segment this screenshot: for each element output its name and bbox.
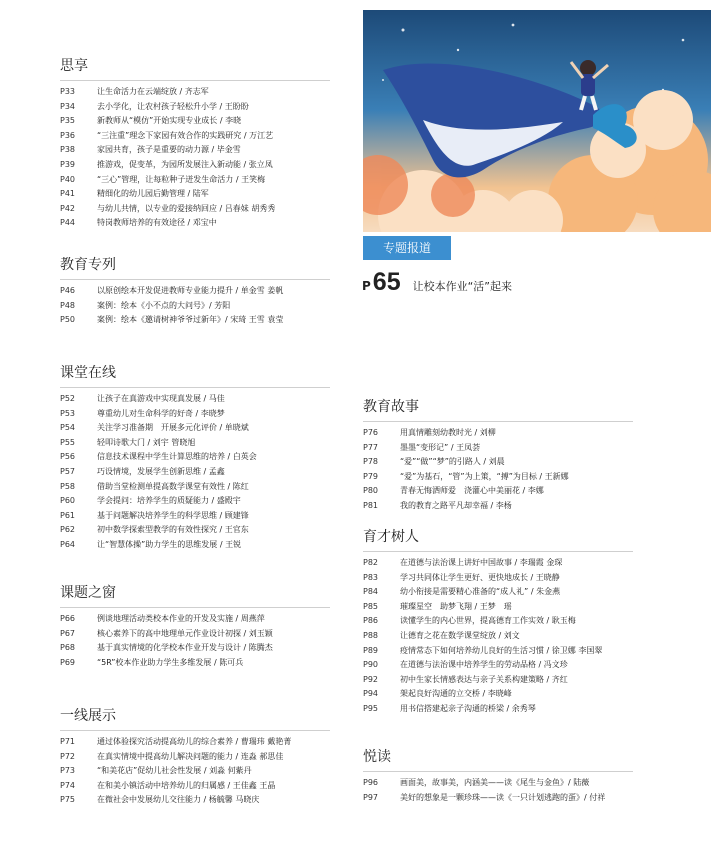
- toc-page-number: P62: [60, 525, 76, 535]
- toc-entry-title[interactable]: 以原创绘本开发促进教师专业能力提升 / 单金雪 姜帆: [97, 286, 284, 295]
- feature-page-label: P: [362, 279, 371, 293]
- whale-illustration-icon: [363, 10, 711, 232]
- toc-entry[interactable]: [60, 284, 360, 299]
- toc-entry[interactable]: [363, 644, 663, 659]
- toc-page-number: P89: [363, 645, 379, 655]
- toc-entry[interactable]: [363, 687, 663, 702]
- toc-entry[interactable]: [363, 441, 663, 456]
- feature-tag: 专题报道: [363, 236, 451, 260]
- toc-page-number: P42: [60, 203, 76, 213]
- section-title: 一线展示: [60, 705, 330, 731]
- toc-entry-title[interactable]: 特岗教师培养的有效途径 / 邓宝中: [97, 218, 217, 228]
- toc-entry[interactable]: [60, 421, 360, 436]
- toc-entry[interactable]: [60, 465, 360, 480]
- toc-entry[interactable]: [60, 480, 360, 495]
- toc-entry-title[interactable]: 巧设情境，发展学生创新思维 / 孟鑫: [97, 466, 225, 476]
- toc-page-number: P39: [60, 159, 76, 169]
- toc-entry[interactable]: [60, 793, 360, 808]
- toc-entry[interactable]: [60, 750, 360, 765]
- toc-entry[interactable]: [60, 173, 360, 188]
- toc-entry-title[interactable]: 架起良好沟通的立交桥 / 李晓峰: [400, 689, 512, 699]
- entry-list: [60, 85, 360, 231]
- toc-page-number: P76: [363, 428, 379, 437]
- entry-list: [60, 735, 360, 808]
- toc-page-number: P88: [363, 630, 379, 640]
- toc-entry-title[interactable]: 基于真实情境的化学校本作业开发与设计 / 陈腾杰: [97, 643, 273, 653]
- section-title: 课堂在线: [60, 362, 330, 388]
- toc-page-number: P90: [363, 660, 379, 670]
- toc-entry[interactable]: [60, 538, 360, 553]
- toc-page-number: P60: [60, 496, 76, 506]
- toc-entry-title[interactable]: 学习共同体让学生更好、更快地成长 / 王晓静: [400, 572, 560, 582]
- toc-entry[interactable]: [60, 85, 360, 100]
- toc-entry[interactable]: [60, 407, 360, 422]
- toc-page-number: P38: [60, 145, 76, 155]
- toc-entry[interactable]: [60, 129, 360, 144]
- toc-entry-title[interactable]: 初中生家长情感表达与亲子关系构建策略 / 齐红: [400, 674, 568, 684]
- toc-page-number: P58: [60, 481, 76, 491]
- section-title: 教育故事: [363, 396, 633, 422]
- toc-entry-title[interactable]: 用真情雕刻幼教时光 / 刘柳: [400, 428, 496, 437]
- toc-entry[interactable]: [363, 470, 663, 485]
- toc-entry[interactable]: [363, 484, 663, 499]
- toc-entry[interactable]: [363, 673, 663, 688]
- section-sixiang: [60, 55, 360, 231]
- toc-entry[interactable]: [363, 556, 663, 571]
- toc-page-number: P85: [363, 601, 379, 611]
- toc-entry-title[interactable]: 与幼儿共情，以专业的爱接纳回应 / 吕春妹 胡秀秀: [97, 203, 276, 213]
- toc-page-number: P97: [363, 792, 379, 802]
- toc-entry-title[interactable]: “爱”为基石，“管”为上策，“搏”为目标 / 王新娜: [400, 471, 569, 481]
- toc-entry-title[interactable]: 读懂学生的内心世界，提高德育工作实效 / 耿玉梅: [400, 616, 576, 626]
- toc-entry-title[interactable]: 青春无悔洒师爱 浇灌心中美丽花 / 李娜: [400, 486, 544, 496]
- section-jiaoyu-gushi: [363, 396, 663, 514]
- toc-page-number: P36: [60, 130, 76, 140]
- toc-page-number: P52: [60, 394, 76, 403]
- toc-page-number: P46: [60, 286, 76, 295]
- entry-list: [363, 776, 663, 805]
- toc-entry[interactable]: [60, 641, 360, 656]
- toc-entry-title[interactable]: 让生命活力在云端绽放 / 齐志军: [97, 87, 209, 96]
- toc-entry[interactable]: [60, 187, 360, 202]
- entry-list: [60, 392, 360, 553]
- toc-entry[interactable]: [60, 494, 360, 509]
- toc-page-number: P69: [60, 657, 76, 667]
- toc-entry[interactable]: [60, 114, 360, 129]
- section-ketang-zaixian: [60, 362, 360, 553]
- toc-page-number: P80: [363, 486, 379, 496]
- toc-entry-title[interactable]: 在道德与法治课中培养学生的劳动品格 / 冯文珍: [400, 660, 568, 670]
- toc-page-number: P35: [60, 116, 76, 126]
- toc-entry-title[interactable]: 轻叩诗歌大门 / 刘宇 管晓旭: [97, 437, 196, 447]
- toc-entry[interactable]: [60, 100, 360, 115]
- toc-page-number: P66: [60, 614, 76, 623]
- section-jiaoyu-zhuanlie: [60, 254, 360, 328]
- toc-entry-title[interactable]: 例谈地理活动类校本作业的开发及实施 / 周燕萍: [97, 614, 265, 623]
- entry-list: [60, 612, 360, 670]
- toc-entry[interactable]: [60, 202, 360, 217]
- toc-entry[interactable]: [60, 450, 360, 465]
- toc-entry[interactable]: [60, 509, 360, 524]
- toc-entry[interactable]: [363, 702, 663, 717]
- toc-entry-title[interactable]: “三心”管理，让每粒种子迸发生命活力 / 王笑梅: [97, 174, 266, 184]
- toc-entry-title[interactable]: 信息技术课程中学生计算思维的培养 / 白英会: [97, 452, 257, 462]
- toc-page-number: P56: [60, 452, 76, 462]
- toc-page-number: P95: [363, 703, 379, 713]
- toc-entry-title[interactable]: 推游戏，促变革，为园所发展注入新动能 / 张立凤: [97, 159, 273, 169]
- toc-entry-title[interactable]: 尊重幼儿对生命科学的好奇 / 李晓梦: [97, 408, 225, 418]
- toc-page-number: P75: [60, 795, 76, 805]
- toc-entry-title[interactable]: 在道德与法治课上讲好中国故事 / 李瑞霞 金琛: [400, 558, 563, 567]
- toc-entry[interactable]: [60, 627, 360, 642]
- toc-entry-title[interactable]: “爱”“做”“梦”的引路人 / 刘晨: [400, 457, 505, 467]
- toc-page-number: P96: [363, 778, 379, 787]
- feature-page-number: 65: [372, 268, 401, 296]
- toc-entry[interactable]: [60, 392, 360, 407]
- toc-entry-title[interactable]: “5R”校本作业助力学生多维发展 / 陈可兵: [97, 657, 244, 667]
- toc-page-number: P81: [363, 500, 379, 510]
- entry-list: [363, 426, 663, 514]
- toc-entry[interactable]: [363, 629, 663, 644]
- toc-entry-title[interactable]: 让德育之花在数学课堂绽放 / 刘文: [400, 630, 520, 640]
- toc-entry[interactable]: [60, 216, 360, 231]
- toc-page-number: P74: [60, 780, 76, 790]
- toc-entry-title[interactable]: 核心素养下的高中地理单元作业设计初探 / 刘玉颖: [97, 628, 273, 638]
- toc-entry-title[interactable]: 学会提问：培养学生的质疑能力 / 盛殿宇: [97, 496, 241, 506]
- toc-entry-title[interactable]: 精细化的幼儿园后勤管理 / 陆军: [97, 189, 209, 199]
- toc-entry-title[interactable]: 让“智慧体操”助力学生的思维发展 / 王锐: [97, 539, 242, 549]
- toc-entry[interactable]: [363, 585, 663, 600]
- toc-page-number: P71: [60, 737, 76, 746]
- section-yucai-shuren: [363, 526, 663, 717]
- toc-entry[interactable]: [60, 764, 360, 779]
- toc-entry[interactable]: [363, 776, 663, 791]
- toc-page-number: P40: [60, 174, 76, 184]
- toc-page-number: P54: [60, 423, 76, 433]
- toc-entry[interactable]: [60, 656, 360, 671]
- section-yixian-zhanshi: [60, 705, 360, 808]
- toc-page-number: P48: [60, 300, 76, 310]
- section-title: 悦读: [363, 746, 633, 772]
- toc-entry-title[interactable]: 关注学习准备期 开展多元化评价 / 单晓斌: [97, 423, 249, 433]
- toc-entry[interactable]: [363, 658, 663, 673]
- toc-page-number: P55: [60, 437, 76, 447]
- toc-entry[interactable]: [60, 612, 360, 627]
- toc-page-number: P57: [60, 466, 76, 476]
- toc-entry[interactable]: [60, 313, 360, 328]
- toc-entry[interactable]: [60, 735, 360, 750]
- toc-entry-title[interactable]: 案例：绘本《邀请树神爷爷过新年》/ 宋琦 王雪 袁莹: [97, 315, 284, 325]
- toc-page-number: P50: [60, 315, 76, 325]
- feature-article[interactable]: [362, 268, 512, 297]
- section-title: 育才树人: [363, 526, 633, 552]
- toc-entry-title[interactable]: 画面美，故事美，内涵美——读《尾生与金鱼》/ 陆薇: [400, 778, 590, 787]
- section-title: 教育专列: [60, 254, 330, 280]
- toc-page-number: P67: [60, 628, 76, 638]
- feature-title[interactable]: 让校本作业“活”起来: [412, 280, 513, 293]
- toc-entry-title[interactable]: 在真实情境中提高幼儿解决问题的能力 / 连淼 郝思佳: [97, 751, 284, 761]
- toc-entry-title[interactable]: 疫情常态下如何培养幼儿良好的生活习惯 / 徐卫娜 李国翠: [400, 645, 603, 655]
- toc-entry-title[interactable]: 初中数学探索型教学的有效性探究 / 王官东: [97, 525, 249, 535]
- section-title: 思享: [60, 55, 330, 81]
- toc-page-number: P44: [60, 218, 76, 228]
- toc-entry[interactable]: [60, 436, 360, 451]
- toc-entry-title[interactable]: 案例：绘本《小不点的大问号》/ 芳阳: [97, 300, 231, 310]
- toc-entry-title[interactable]: 用书信搭建起亲子沟通的桥梁 / 余秀琴: [400, 703, 536, 713]
- toc-page-number: P84: [363, 587, 379, 597]
- toc-page-number: P78: [363, 457, 379, 467]
- section-yuedu: [363, 746, 663, 805]
- toc-entry-title[interactable]: 墨墨“变形记” / 王凤荟: [400, 442, 481, 452]
- toc-page-number: P94: [363, 689, 379, 699]
- toc-page-number: P92: [363, 674, 379, 684]
- toc-page-number: P86: [363, 616, 379, 626]
- toc-page-number: P77: [363, 442, 379, 452]
- toc-page-number: P83: [363, 572, 379, 582]
- toc-entry-title[interactable]: 璀璨星空 助梦飞翔 / 王梦 瑶: [400, 601, 512, 611]
- toc-entry[interactable]: [363, 455, 663, 470]
- section-title: 课题之窗: [60, 582, 330, 608]
- toc-page-number: P73: [60, 766, 76, 776]
- toc-page-number: P72: [60, 751, 76, 761]
- toc-page-number: P79: [363, 471, 379, 481]
- toc-entry-title[interactable]: 借助当堂检测单提高数学课堂有效性 / 陈红: [97, 481, 249, 491]
- toc-page-number: P41: [60, 189, 76, 199]
- entry-list: [363, 556, 663, 717]
- entry-list: [60, 284, 360, 328]
- toc-entry-title[interactable]: 在微社会中发展幼儿交往能力 / 杨毓馨 马晓庆: [97, 795, 260, 805]
- toc-page-number: P33: [60, 87, 76, 96]
- toc-entry[interactable]: [363, 426, 663, 441]
- toc-entry[interactable]: [60, 143, 360, 158]
- toc-entry[interactable]: [363, 614, 663, 629]
- toc-entry-title[interactable]: 家园共育，孩子是重要的动力源 / 毕金雪: [97, 145, 241, 155]
- toc-entry[interactable]: [363, 600, 663, 615]
- toc-entry[interactable]: [363, 791, 663, 806]
- toc-entry-title[interactable]: 新教师从“模仿”开始实现专业成长 / 李晓: [97, 116, 242, 126]
- toc-entry[interactable]: [60, 299, 360, 314]
- toc-entry-title[interactable]: “和美花店”促幼儿社会性发展 / 刘淼 何紫丹: [97, 766, 252, 776]
- toc-entry[interactable]: [363, 499, 663, 514]
- toc-entry-title[interactable]: 通过体验探究活动提高幼儿的综合素养 / 曹瑞玮 戴艳菁: [97, 737, 292, 746]
- toc-entry-title[interactable]: 基于问题解决培养学生的科学思维 / 顾建锋: [97, 510, 249, 520]
- toc-page-number: P34: [60, 101, 76, 111]
- toc-entry[interactable]: [60, 523, 360, 538]
- toc-entry-title[interactable]: 美好的想象是一颗珍珠——读《一只计划逃跑的蛋》/ 付祥: [400, 792, 606, 802]
- toc-entry-title[interactable]: 幼小衔接是需要精心准备的“成人礼” / 朱金燕: [400, 587, 561, 597]
- toc-entry-title[interactable]: “三注重”理念下家园有效合作的实践研究 / 万江艺: [97, 130, 274, 140]
- toc-page-number: P68: [60, 643, 76, 653]
- toc-page-number: P53: [60, 408, 76, 418]
- toc-entry[interactable]: [60, 158, 360, 173]
- toc-entry-title[interactable]: 我的教育之路平凡却幸福 / 李杨: [400, 500, 512, 510]
- toc-entry-title[interactable]: 去小学化，让农村孩子轻松升小学 / 王盼盼: [97, 101, 249, 111]
- toc-entry-title[interactable]: 让孩子在真游戏中实现真发展 / 马佳: [97, 394, 225, 403]
- toc-page-number: P61: [60, 510, 76, 520]
- toc-page-number: P82: [363, 558, 379, 567]
- toc-entry[interactable]: [363, 571, 663, 586]
- hero-illustration: [363, 10, 711, 232]
- toc-entry-title[interactable]: 在和美小镇活动中培养幼儿的归属感 / 王佳鑫 王晶: [97, 780, 276, 790]
- toc-entry[interactable]: [60, 779, 360, 794]
- toc-page-number: P64: [60, 539, 76, 549]
- section-keti-zhichuang: [60, 582, 360, 670]
